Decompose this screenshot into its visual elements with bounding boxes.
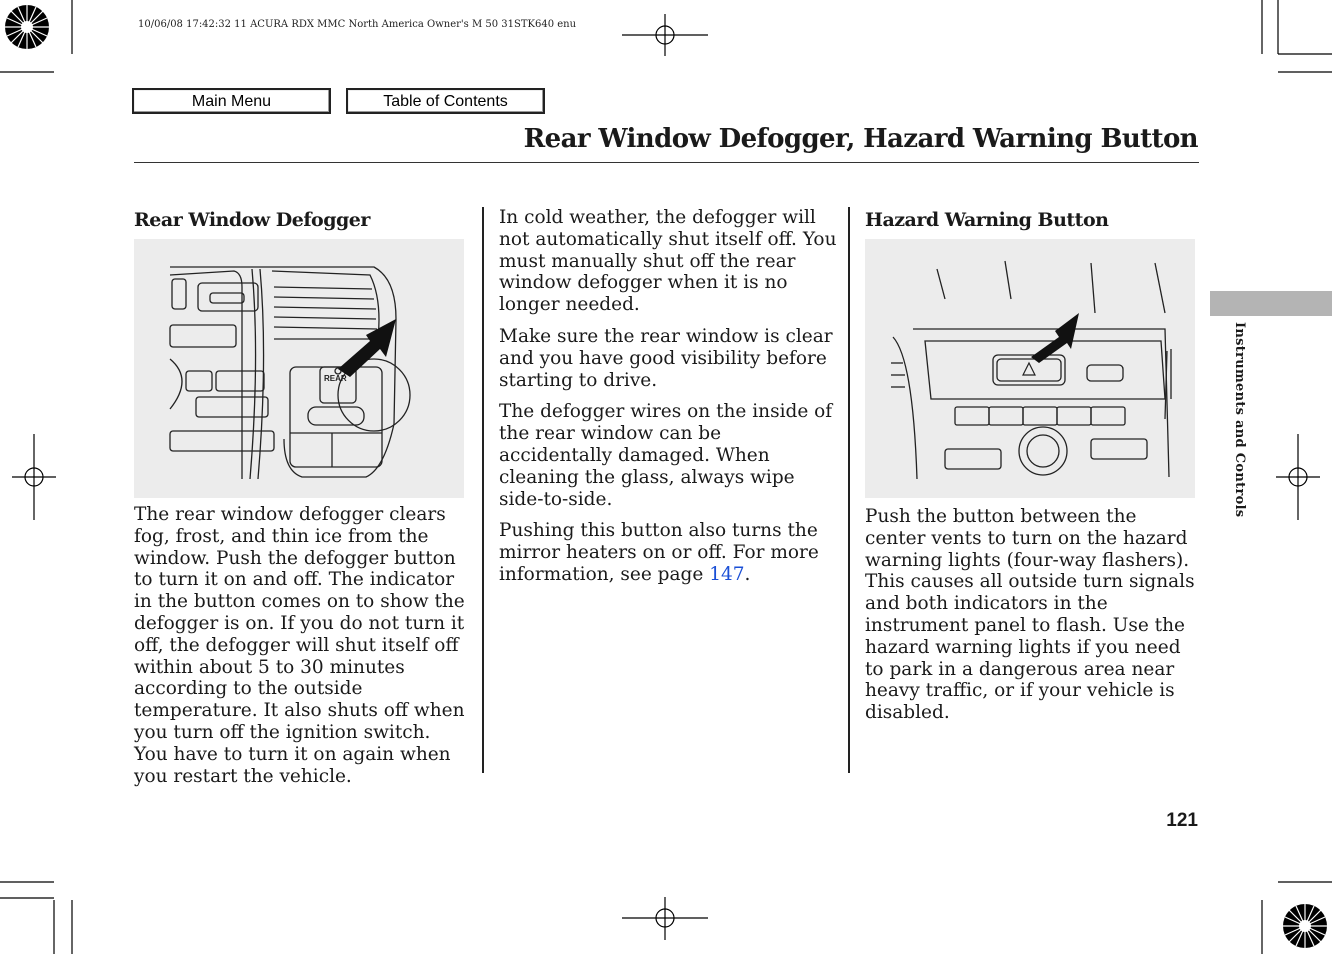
hazard-paragraph: Push the button between the center vents to turn on the hazard warning lights (four-way flashers). This causes all outside turn signals and both indicators in the instrument panel to flash. Use the hazard warning lights if you need to park in a dangerous area near heavy traffic, or if your vehicle is disabled. <box>865 506 1195 724</box>
page-number: 121 <box>1166 810 1198 831</box>
mirror-heaters-text: Pushing this button also turns the mirror heaters on or off. For more information, see page <box>499 520 819 585</box>
page-147-link[interactable]: 147 <box>709 563 745 585</box>
mirror-heaters-period: . <box>744 563 751 585</box>
defogger-paragraph: The rear window defogger clears fog, frost, and thin ice from the window. Push the defogger button to turn it on and off. The indicator in the button comes on to show the defogger is on. If you do not turn it off, the defogger will shut itself off within about 5 to 30 minutes according to the outside temperature. It also shuts off when you turn off the ignition switch. You have to turn it on again when you restart the vehicle. <box>134 504 465 787</box>
hazard-figure <box>865 239 1195 498</box>
left-column <box>134 207 468 797</box>
mirror-heaters-paragraph <box>499 520 837 585</box>
section-tab <box>1210 291 1332 316</box>
figure-rear-label: REAR <box>324 374 347 383</box>
print-info: 10/06/08 17:42:32 11 ACURA RDX MMC North America Owner's M 50 31STK640 enu <box>138 19 577 30</box>
column-divider-2 <box>848 207 850 773</box>
table-of-contents-button[interactable]: Table of Contents <box>346 88 545 114</box>
page-title: Rear Window Defogger, Hazard Warning Button <box>523 124 1198 154</box>
middle-column <box>499 207 837 596</box>
right-column <box>865 207 1195 734</box>
hazard-heading: Hazard Warning Button <box>865 209 1109 231</box>
cold-weather-paragraph: In cold weather, the defogger will not automatically shut itself off. You must manually shut off the rear window defogger when it is no longer needed. <box>499 207 837 316</box>
main-menu-button[interactable]: Main Menu <box>132 88 331 114</box>
defogger-heading: Rear Window Defogger <box>134 209 370 231</box>
visibility-paragraph: Make sure the rear window is clear and you have good visibility before starting to drive. <box>499 325 833 391</box>
column-divider-1 <box>482 207 484 773</box>
wires-paragraph: The defogger wires on the inside of the rear window can be accidentally damaged. When cleaning the glass, always wipe side-to-side. <box>499 401 833 510</box>
defogger-figure <box>134 239 464 498</box>
title-rule <box>134 162 1199 163</box>
section-tab-label: Instruments and Controls <box>1232 322 1247 518</box>
